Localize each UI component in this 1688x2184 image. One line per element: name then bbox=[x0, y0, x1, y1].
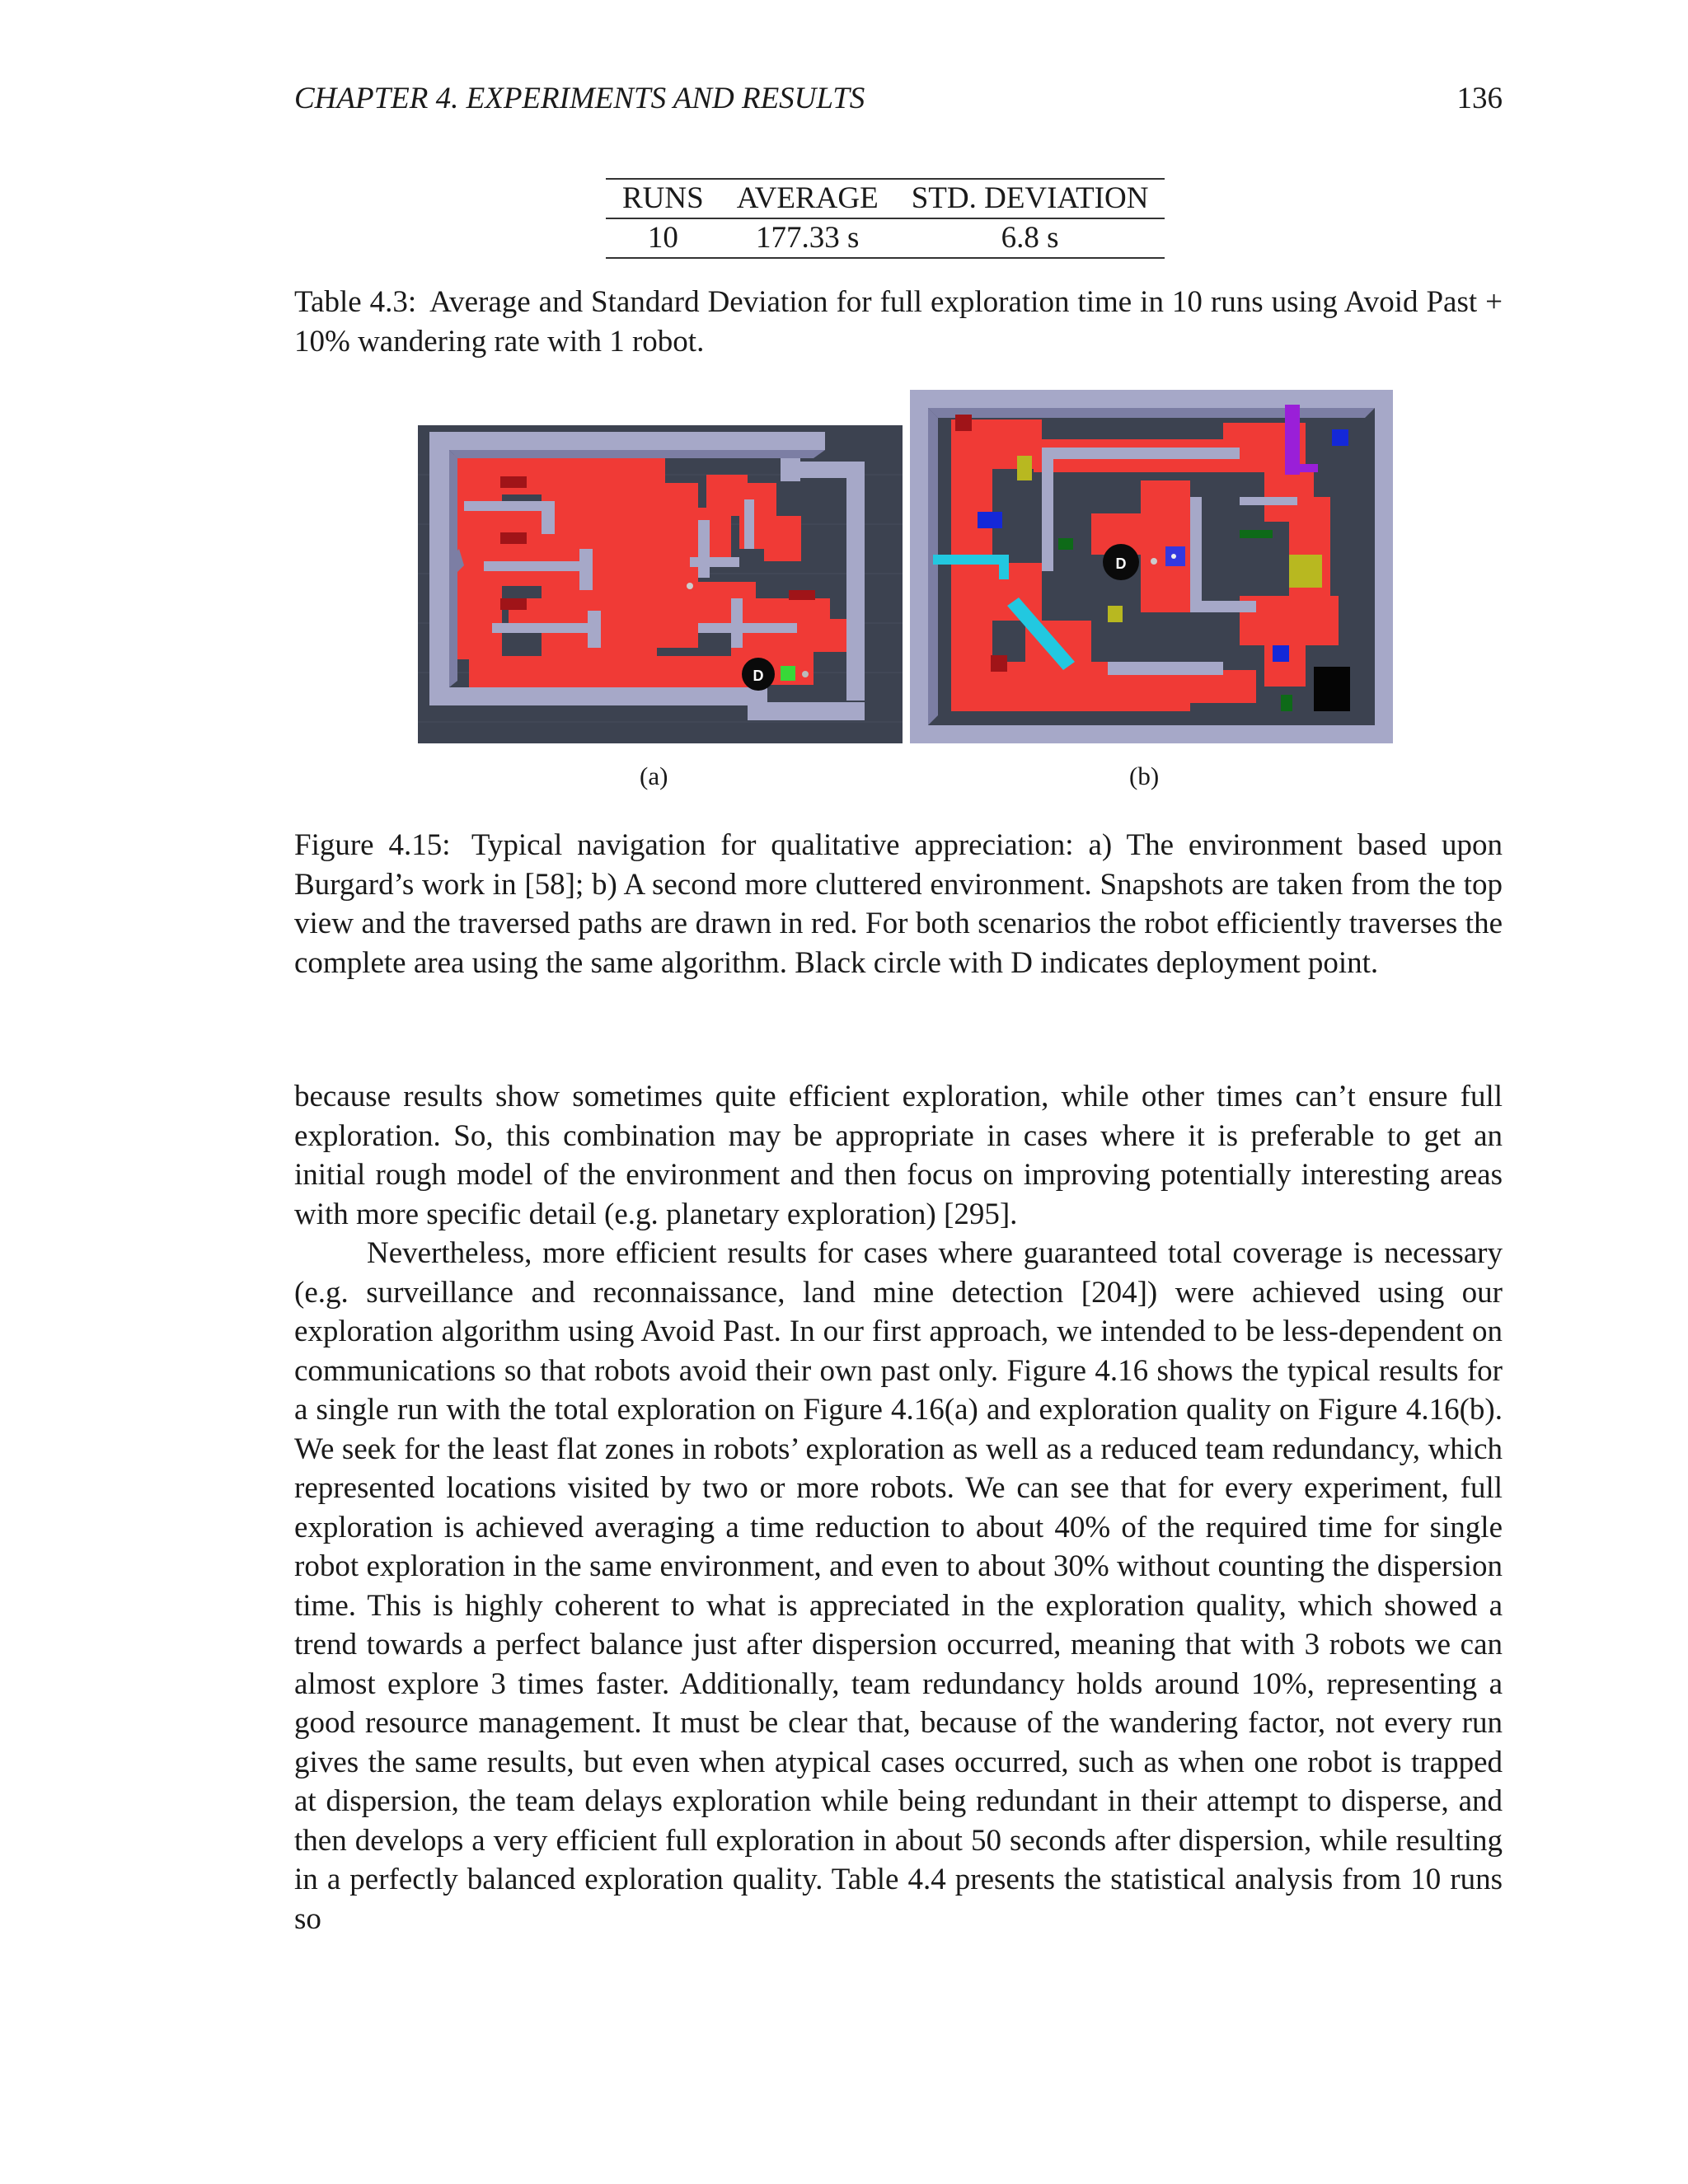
subfigure-a-label: (a) bbox=[640, 762, 668, 790]
figure-caption-label: Figure 4.15: bbox=[294, 828, 451, 862]
table-4-3 bbox=[606, 178, 1165, 259]
body-paragraph: Nevertheless, more efficient results for cases where guaranteed total coverage is necessary (e.g. surveillance and reconnaissance, land mine detection [204]) were achieved using our exploration algorithm using Avoid Past. In our first approach, we intended to be less-dependent on communications so that robots avoid their own past only. Figure 4.16 shows the typical results for a single run with the total exploration on Figure 4.16(a) and exploration quality on Figure 4.16(b). We seek for the least flat zones in robots’ exploration as well as a reduced team redundancy, which represented locations visited by two or more robots. We can see that for every experiment, full exploration is achieved averaging a time reduction to about 40% of the required time for single robot exploration in the same environment, and even to about 30% without counting the dispersion time. This is highly coherent to what is appreciated in the exploration quality, which showed a trend towards a perfect balance just after dispersion occurred, meaning that with 3 robots we can almost explore 3 times faster. Additionally, team redundancy holds around 10%, representing a good resource management. It must be clear that, because of the wandering factor, not every run gives the same results, but even when atypical cases occurred, such as when one robot is trapped at dispersion, the team delays exploration while being redundant in their attempt to disperse, and then develops a very efficient full exploration in about 50 seconds after dispersion, while resulting in a perfectly balanced exploration quality. Table 4.4 presents the statistical analysis from 10 runs so bbox=[294, 1236, 1503, 1936]
body-paragraph: because results show sometimes quite efficient exploration, while other times can’t ensure full exploration. So, this combination may be appropriate in cases where it is preferable to get an initial rough model of the environment and then focus on improving potentially interesting areas with more specific detail (e.g. planetary exploration) [295]. bbox=[294, 1080, 1503, 1231]
page-number: 136 bbox=[1456, 82, 1503, 115]
figure-4-15-b bbox=[910, 390, 1393, 743]
table-cell: 177.33 s bbox=[756, 221, 860, 255]
table-cell: 6.8 s bbox=[1001, 221, 1059, 255]
deployment-marker-a-label: D bbox=[753, 668, 764, 684]
table-header-row bbox=[606, 179, 1165, 218]
table-caption-label: Table 4.3: bbox=[294, 285, 417, 319]
figure-caption bbox=[294, 826, 1503, 982]
body-text bbox=[294, 1077, 1503, 1938]
figure-4-15-a bbox=[418, 425, 903, 743]
table-row bbox=[606, 218, 1165, 258]
table-caption bbox=[294, 283, 1503, 361]
robot-icon bbox=[781, 666, 795, 681]
environment-b-image bbox=[910, 390, 1393, 743]
table-cell: 10 bbox=[647, 221, 678, 255]
chapter-title: CHAPTER 4. EXPERIMENTS AND RESULTS bbox=[294, 82, 865, 115]
subfigure-b-label: (b) bbox=[1129, 762, 1160, 790]
figure-caption-text: Typical navigation for qualitative appreciation: a) The environment based upon Burgard’s work in [58]; b) A second more cluttered environment. Snapshots are taken from the top view and the traversed paths are drawn in red. For both scenarios the robot efficiently traverses the complete area using the same algorithm. Black circle with D indicates deployment point. bbox=[294, 828, 1503, 980]
table-header-cell: STD. DEVIATION bbox=[911, 181, 1149, 215]
environment-a-image bbox=[418, 425, 903, 743]
table-caption-text: Average and Standard Deviation for full exploration time in 10 runs using Avoid Past + 10% wandering rate with 1 robot. bbox=[294, 285, 1503, 359]
running-head bbox=[294, 81, 1503, 122]
table-header-cell: AVERAGE bbox=[736, 181, 879, 215]
deployment-marker-b-label: D bbox=[1115, 555, 1127, 572]
table-header-cell: RUNS bbox=[622, 181, 704, 215]
